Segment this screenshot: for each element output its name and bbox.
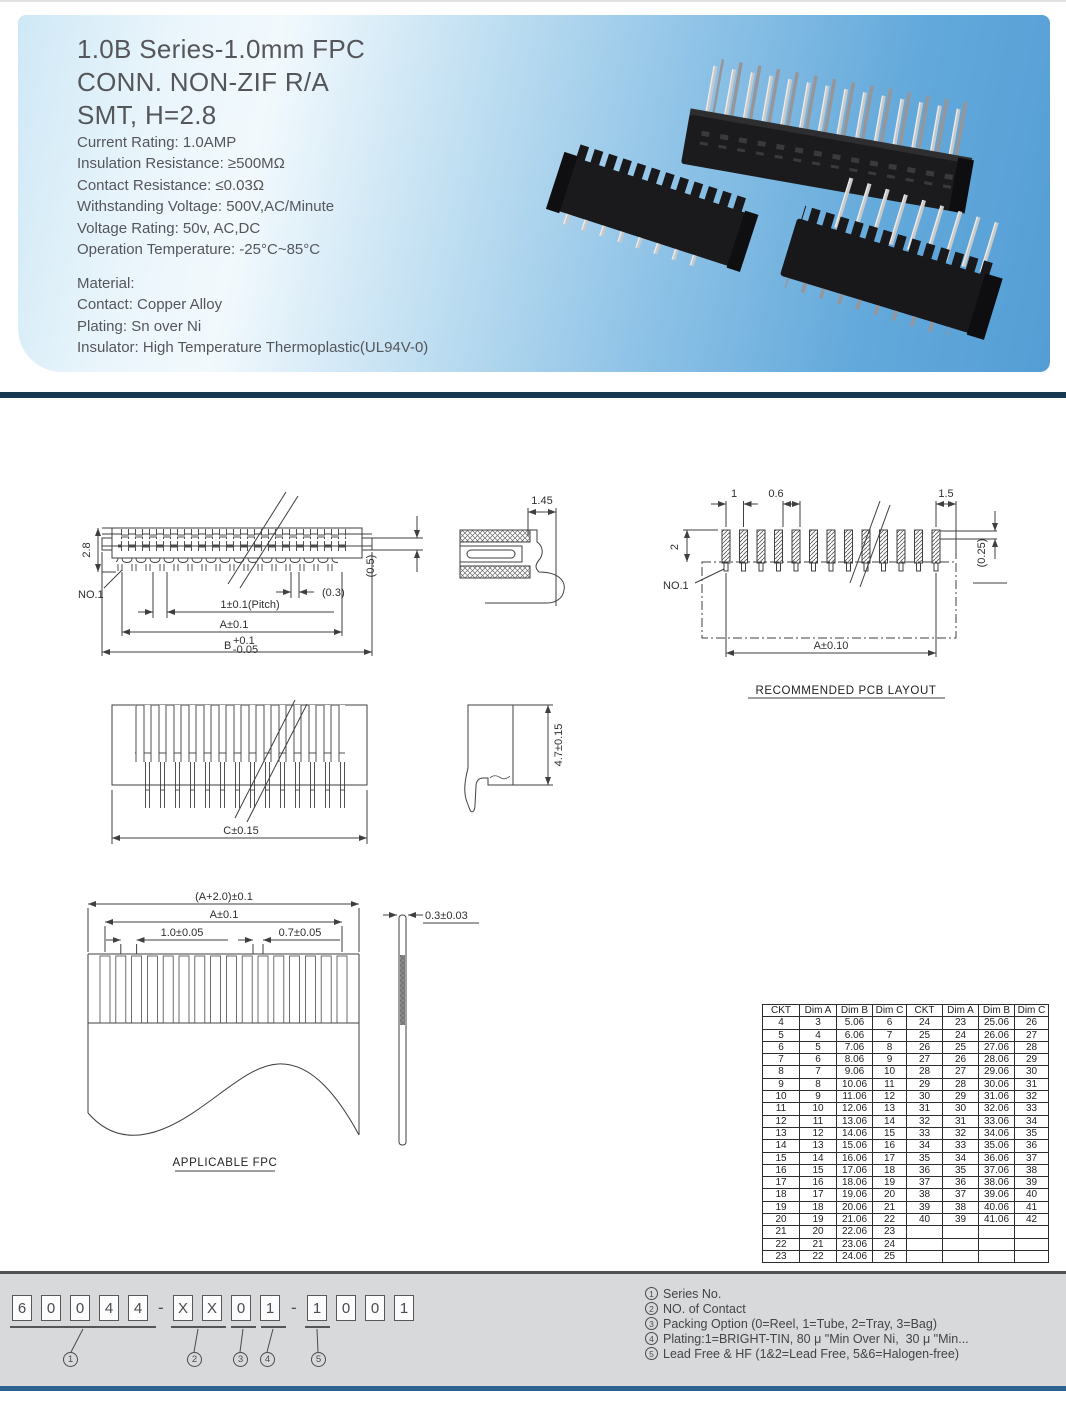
table-row xyxy=(763,1078,1049,1090)
material-line: Contact: Copper Alloy xyxy=(77,296,223,314)
dim-label: 1.45 xyxy=(531,495,553,507)
legend-text: Plating:1=BRIGHT-TIN, 80 μ "Min Over Ni, 30 μ "Min... xyxy=(663,1331,969,1346)
table-cell: 37.06 xyxy=(979,1164,1015,1176)
table-cell: 5.06 xyxy=(837,1017,873,1029)
table-cell: 29 xyxy=(1015,1054,1049,1066)
part-number-box: 0 xyxy=(231,1295,251,1321)
part-number-box: X xyxy=(173,1295,193,1321)
table-row xyxy=(763,1017,1049,1029)
table-cell xyxy=(979,1226,1015,1238)
circled-number-marker: 5 xyxy=(311,1352,326,1367)
circled-number-marker: 2 xyxy=(645,1302,658,1315)
table-cell: 30 xyxy=(907,1091,943,1103)
table-cell: 11 xyxy=(873,1078,907,1090)
table-cell: 27.06 xyxy=(979,1041,1015,1053)
table-header-cell: Dim A xyxy=(943,1005,979,1017)
table-cell: 33.06 xyxy=(979,1115,1015,1127)
table-cell: 7 xyxy=(763,1054,800,1066)
table-cell: 39.06 xyxy=(979,1189,1015,1201)
table-cell: 18 xyxy=(800,1201,837,1213)
page-title xyxy=(77,33,365,132)
table-cell: 26 xyxy=(943,1054,979,1066)
table-cell: 8 xyxy=(763,1066,800,1078)
table-cell: 17 xyxy=(763,1177,800,1189)
table-cell: 34 xyxy=(907,1140,943,1152)
table-cell xyxy=(979,1250,1015,1262)
table-cell: 6 xyxy=(763,1041,800,1053)
table-cell: 28.06 xyxy=(979,1054,1015,1066)
table-cell: 37 xyxy=(1015,1152,1049,1164)
table-cell: 14 xyxy=(800,1152,837,1164)
table-cell: 12.06 xyxy=(837,1103,873,1115)
part-number-box: X xyxy=(202,1295,222,1321)
table-cell: 28 xyxy=(943,1078,979,1090)
dim-label: 0.6 xyxy=(768,488,784,500)
table-cell: 30 xyxy=(1015,1066,1049,1078)
table-cell: 12 xyxy=(873,1091,907,1103)
fpc-side-strip-drawing xyxy=(383,893,493,1158)
table-cell: 28 xyxy=(1015,1041,1049,1053)
table-cell: 10.06 xyxy=(837,1078,873,1090)
table-cell xyxy=(1015,1226,1049,1238)
table-cell: 14 xyxy=(873,1115,907,1127)
dim-label: 1.0±0.05 xyxy=(160,927,204,939)
table-cell: 35 xyxy=(1015,1127,1049,1139)
table-cell: 29 xyxy=(943,1091,979,1103)
spec-line: Voltage Rating: 50v, AC,DC xyxy=(77,219,261,237)
table-cell: 37 xyxy=(907,1177,943,1189)
table-cell: 21 xyxy=(800,1238,837,1250)
table-cell: 5 xyxy=(800,1041,837,1053)
table-cell: 31 xyxy=(907,1103,943,1115)
table-cell: 26 xyxy=(1015,1017,1049,1029)
table-row xyxy=(763,1164,1049,1176)
legend-line xyxy=(645,1346,969,1361)
table-cell: 27 xyxy=(1015,1029,1049,1041)
materials-list xyxy=(77,273,428,359)
table-cell: 22 xyxy=(800,1250,837,1262)
table-cell: 20.06 xyxy=(837,1201,873,1213)
part-number-box: 1 xyxy=(307,1295,327,1321)
circled-number-marker: 4 xyxy=(260,1352,275,1367)
table-cell: 38 xyxy=(907,1189,943,1201)
table-cell: 10 xyxy=(873,1066,907,1078)
spec-line: Insulation Resistance: ≥500MΩ xyxy=(77,155,285,173)
table-cell: 39 xyxy=(907,1201,943,1213)
table-cell: 7 xyxy=(873,1029,907,1041)
table-cell: 36 xyxy=(1015,1140,1049,1152)
spec-line: Contact Resistance: ≤0.03Ω xyxy=(77,176,265,194)
table-header-cell: Dim B xyxy=(837,1005,873,1017)
table-cell: 23.06 xyxy=(837,1238,873,1250)
dim-label: 0.7±0.05 xyxy=(278,927,322,939)
part-number-box: 6 xyxy=(12,1295,32,1321)
table-cell: 34 xyxy=(1015,1115,1049,1127)
table-row xyxy=(763,1238,1049,1250)
legend-text: Packing Option (0=Reel, 1=Tube, 2=Tray, 3=Bag) xyxy=(663,1316,937,1331)
table-cell: 17.06 xyxy=(837,1164,873,1176)
table-cell xyxy=(907,1238,943,1250)
table-row xyxy=(763,1250,1049,1262)
table-cell: 9.06 xyxy=(837,1066,873,1078)
table-cell: 6.06 xyxy=(837,1029,873,1041)
circled-number-marker: 3 xyxy=(233,1352,248,1367)
table-row xyxy=(763,1177,1049,1189)
no1-label: NO.1 xyxy=(78,589,104,601)
table-cell: 24 xyxy=(873,1238,907,1250)
table-cell: 6 xyxy=(873,1017,907,1029)
table-cell: 11 xyxy=(800,1115,837,1127)
table-cell: 8 xyxy=(873,1041,907,1053)
table-cell: 25.06 xyxy=(979,1017,1015,1029)
dim-label: (0.3) xyxy=(322,587,345,599)
table-cell: 15 xyxy=(763,1152,800,1164)
table-cell: 23 xyxy=(763,1250,800,1262)
table-cell xyxy=(1015,1238,1049,1250)
table-row xyxy=(763,1115,1049,1127)
table-cell: 18 xyxy=(763,1189,800,1201)
table-cell: 32 xyxy=(907,1115,943,1127)
table-cell: 21.06 xyxy=(837,1214,873,1226)
applicable-fpc-drawing xyxy=(78,888,418,1188)
specs-list xyxy=(77,132,334,260)
table-cell: 21 xyxy=(763,1226,800,1238)
legend-line xyxy=(645,1301,969,1316)
dim-label: A±0.10 xyxy=(813,640,849,652)
part-number-separator: - xyxy=(291,1298,297,1317)
legend-text: Lead Free & HF (1&2=Lead Free, 5&6=Halogen-free) xyxy=(663,1346,960,1361)
table-cell: 13 xyxy=(873,1103,907,1115)
table-cell: 16 xyxy=(763,1164,800,1176)
table-cell: 18 xyxy=(873,1164,907,1176)
table-cell: 26 xyxy=(907,1041,943,1053)
table-header-cell: Dim C xyxy=(873,1005,907,1017)
material-line: Material: xyxy=(77,275,135,292)
table-cell: 33 xyxy=(907,1127,943,1139)
dim-label: 1±0.1(Pitch) xyxy=(220,599,280,611)
part-number-box: 0 xyxy=(41,1295,61,1321)
table-cell: 12 xyxy=(800,1127,837,1139)
table-cell: 23 xyxy=(873,1226,907,1238)
table-row xyxy=(763,1029,1049,1041)
table-cell: 15 xyxy=(873,1127,907,1139)
table-cell: 24.06 xyxy=(837,1250,873,1262)
table-cell xyxy=(943,1250,979,1262)
table-cell: 38 xyxy=(1015,1164,1049,1176)
table-cell: 10 xyxy=(763,1091,800,1103)
table-cell: 26.06 xyxy=(979,1029,1015,1041)
table-header-cell: Dim A xyxy=(800,1005,837,1017)
table-cell: 20 xyxy=(763,1214,800,1226)
technical-drawings xyxy=(0,398,1066,1271)
table-cell: 35 xyxy=(907,1152,943,1164)
table-header-cell: Dim B xyxy=(979,1005,1015,1017)
table-cell: 25 xyxy=(873,1250,907,1262)
dimension-table xyxy=(762,1004,1049,1263)
table-row xyxy=(763,1127,1049,1139)
legend-text: Series No. xyxy=(663,1286,722,1301)
table-cell: 24 xyxy=(943,1029,979,1041)
table-cell: 19 xyxy=(800,1214,837,1226)
table-cell: 35.06 xyxy=(979,1140,1015,1152)
pcb-layout-drawing xyxy=(655,483,1065,708)
table-row xyxy=(763,1214,1049,1226)
spec-line: Withstanding Voltage: 500V,AC/Minute xyxy=(77,198,335,216)
table-row xyxy=(763,1066,1049,1078)
table-cell: 5 xyxy=(763,1029,800,1041)
table-cell: 19 xyxy=(763,1201,800,1213)
legend-line xyxy=(645,1316,969,1331)
part-number-box: 1 xyxy=(394,1295,414,1321)
page-top-edge xyxy=(0,0,1066,2)
table-cell: 38.06 xyxy=(979,1177,1015,1189)
table-cell: 36.06 xyxy=(979,1152,1015,1164)
table-cell: 10 xyxy=(800,1103,837,1115)
dim-label: (A+2.0)±0.1 xyxy=(195,891,253,903)
table-cell: 22 xyxy=(873,1214,907,1226)
table-cell: 19 xyxy=(873,1177,907,1189)
table-cell: 12 xyxy=(763,1115,800,1127)
table-cell: 11.06 xyxy=(837,1091,873,1103)
table-cell: 42 xyxy=(1015,1214,1049,1226)
material-line: Plating: Sn over Ni xyxy=(77,317,202,335)
table-cell: 14 xyxy=(763,1140,800,1152)
table-cell: 16 xyxy=(873,1140,907,1152)
table-cell: 33 xyxy=(943,1140,979,1152)
table-cell: 9 xyxy=(873,1054,907,1066)
table-cell: 31 xyxy=(943,1115,979,1127)
table-row xyxy=(763,1091,1049,1103)
table-cell xyxy=(979,1238,1015,1250)
table-cell: 27 xyxy=(907,1054,943,1066)
side-section-drawing xyxy=(425,488,605,628)
table-cell: 18.06 xyxy=(837,1177,873,1189)
table-row xyxy=(763,1041,1049,1053)
table-cell: 11 xyxy=(763,1103,800,1115)
table-cell: 41.06 xyxy=(979,1214,1015,1226)
applicable-fpc-caption: APPLICABLE FPC xyxy=(172,1157,278,1169)
spec-line: Operation Temperature: -25°C~85°C xyxy=(77,241,321,259)
table-cell xyxy=(1015,1250,1049,1262)
table-row xyxy=(763,1189,1049,1201)
part-number-separator: - xyxy=(158,1298,164,1317)
table-cell: 17 xyxy=(873,1152,907,1164)
dim-label: 1.5 xyxy=(938,488,954,500)
no1-label: NO.1 xyxy=(663,580,689,592)
part-number-section xyxy=(0,1271,1066,1391)
table-cell: 30.06 xyxy=(979,1078,1015,1090)
table-cell: 28 xyxy=(907,1066,943,1078)
table-cell: 38 xyxy=(943,1201,979,1213)
header-banner xyxy=(18,15,1050,372)
circled-number-marker: 5 xyxy=(645,1347,658,1360)
part-number-box: 1 xyxy=(260,1295,280,1321)
circled-number-marker: 1 xyxy=(63,1352,78,1367)
table-cell: 6 xyxy=(800,1054,837,1066)
table-cell: 3 xyxy=(800,1017,837,1029)
table-cell: 13.06 xyxy=(837,1115,873,1127)
dim-label: 0.3±0.03 xyxy=(425,910,468,922)
table-cell: 34 xyxy=(943,1152,979,1164)
table-cell: 16 xyxy=(800,1177,837,1189)
table-row xyxy=(763,1054,1049,1066)
part-number-box: 0 xyxy=(70,1295,90,1321)
table-cell: 22.06 xyxy=(837,1226,873,1238)
table-cell: 34.06 xyxy=(979,1127,1015,1139)
table-header-cell: Dim C xyxy=(1015,1005,1049,1017)
dim-tolerance: -0.05 xyxy=(233,644,259,656)
table-cell: 29.06 xyxy=(979,1066,1015,1078)
part-number-box: 0 xyxy=(336,1295,356,1321)
table-cell: 40 xyxy=(1015,1189,1049,1201)
table-row xyxy=(763,1152,1049,1164)
table-cell: 8 xyxy=(800,1078,837,1090)
table-cell: 13 xyxy=(763,1127,800,1139)
table-cell: 14.06 xyxy=(837,1127,873,1139)
legend-line xyxy=(645,1286,969,1301)
table-cell: 37 xyxy=(943,1189,979,1201)
table-cell: 35 xyxy=(943,1164,979,1176)
part-number-box: 4 xyxy=(128,1295,148,1321)
dim-label: (0.5) xyxy=(365,554,377,578)
table-row xyxy=(763,1140,1049,1152)
dim-label: 2.8 xyxy=(81,542,93,558)
bottom-view-drawing xyxy=(95,698,445,850)
table-cell: 25 xyxy=(907,1029,943,1041)
material-line: Insulator: High Temperature Thermoplastic(UL94V-0) xyxy=(77,339,429,357)
table-cell: 32 xyxy=(943,1127,979,1139)
product-photo-right-connector xyxy=(768,165,1024,365)
table-cell: 9 xyxy=(763,1078,800,1090)
dim-label: (0.25) xyxy=(976,538,988,568)
part-number-box: 4 xyxy=(99,1295,119,1321)
part-number-legend xyxy=(645,1286,969,1361)
table-cell: 39 xyxy=(943,1214,979,1226)
table-cell: 16.06 xyxy=(837,1152,873,1164)
table-header-cell: CKT xyxy=(907,1005,943,1017)
part-number-box: 0 xyxy=(365,1295,385,1321)
table-cell: 32.06 xyxy=(979,1103,1015,1115)
pcb-layout-caption: RECOMMENDED PCB LAYOUT xyxy=(755,685,937,697)
circled-number-marker: 2 xyxy=(187,1352,202,1367)
front-view-drawing xyxy=(78,486,438,676)
table-cell: 41 xyxy=(1015,1201,1049,1213)
dim-label: B xyxy=(224,640,232,652)
title-line: SMT, H=2.8 xyxy=(77,100,217,130)
table-cell: 7 xyxy=(800,1066,837,1078)
table-cell: 20 xyxy=(800,1226,837,1238)
table-cell: 30 xyxy=(943,1103,979,1115)
table-cell: 22 xyxy=(763,1238,800,1250)
legend-text: NO. of Contact xyxy=(663,1301,746,1316)
table-cell: 29 xyxy=(907,1078,943,1090)
dim-label: 1 xyxy=(730,488,738,500)
table-cell xyxy=(943,1226,979,1238)
table-cell: 19.06 xyxy=(837,1189,873,1201)
legend-line xyxy=(645,1331,969,1346)
circled-number-marker: 1 xyxy=(645,1287,658,1300)
dim-label: 2 xyxy=(669,543,681,551)
table-cell: 36 xyxy=(907,1164,943,1176)
side-view-drawing xyxy=(458,698,573,838)
table-cell: 39 xyxy=(1015,1177,1049,1189)
table-cell: 21 xyxy=(873,1201,907,1213)
table-cell: 15 xyxy=(800,1164,837,1176)
table-cell: 4 xyxy=(763,1017,800,1029)
table-cell: 40.06 xyxy=(979,1201,1015,1213)
table-row xyxy=(763,1201,1049,1213)
table-cell: 23 xyxy=(943,1017,979,1029)
table-row xyxy=(763,1226,1049,1238)
table-cell: 13 xyxy=(800,1140,837,1152)
title-line: 1.0B Series-1.0mm FPC xyxy=(77,34,366,64)
circled-number-marker: 4 xyxy=(645,1332,658,1345)
table-cell: 31 xyxy=(1015,1078,1049,1090)
dim-label: A±0.1 xyxy=(219,619,249,631)
table-cell: 31.06 xyxy=(979,1091,1015,1103)
dim-label: 4.7±0.15 xyxy=(553,723,565,767)
table-cell: 36 xyxy=(943,1177,979,1189)
table-cell: 15.06 xyxy=(837,1140,873,1152)
title-line: CONN. NON-ZIF R/A xyxy=(77,67,330,97)
table-cell xyxy=(907,1250,943,1262)
dim-tolerance: +0.1 xyxy=(233,635,255,647)
circled-number-marker: 3 xyxy=(645,1317,658,1330)
table-cell: 17 xyxy=(800,1189,837,1201)
table-cell: 40 xyxy=(907,1214,943,1226)
dim-label: A±0.1 xyxy=(209,909,239,921)
table-cell: 9 xyxy=(800,1091,837,1103)
dim-label: C±0.15 xyxy=(223,825,259,837)
table-header-row xyxy=(763,1005,1049,1017)
table-cell: 33 xyxy=(1015,1103,1049,1115)
table-cell xyxy=(907,1226,943,1238)
table-cell: 7.06 xyxy=(837,1041,873,1053)
table-cell: 27 xyxy=(943,1066,979,1078)
table-cell: 24 xyxy=(907,1017,943,1029)
table-cell xyxy=(943,1238,979,1250)
table-cell: 20 xyxy=(873,1189,907,1201)
table-cell: 8.06 xyxy=(837,1054,873,1066)
table-cell: 25 xyxy=(943,1041,979,1053)
table-cell: 32 xyxy=(1015,1091,1049,1103)
table-row xyxy=(763,1103,1049,1115)
table-header-cell: CKT xyxy=(763,1005,800,1017)
table-cell: 4 xyxy=(800,1029,837,1041)
spec-line: Current Rating: 1.0AMP xyxy=(77,134,237,151)
